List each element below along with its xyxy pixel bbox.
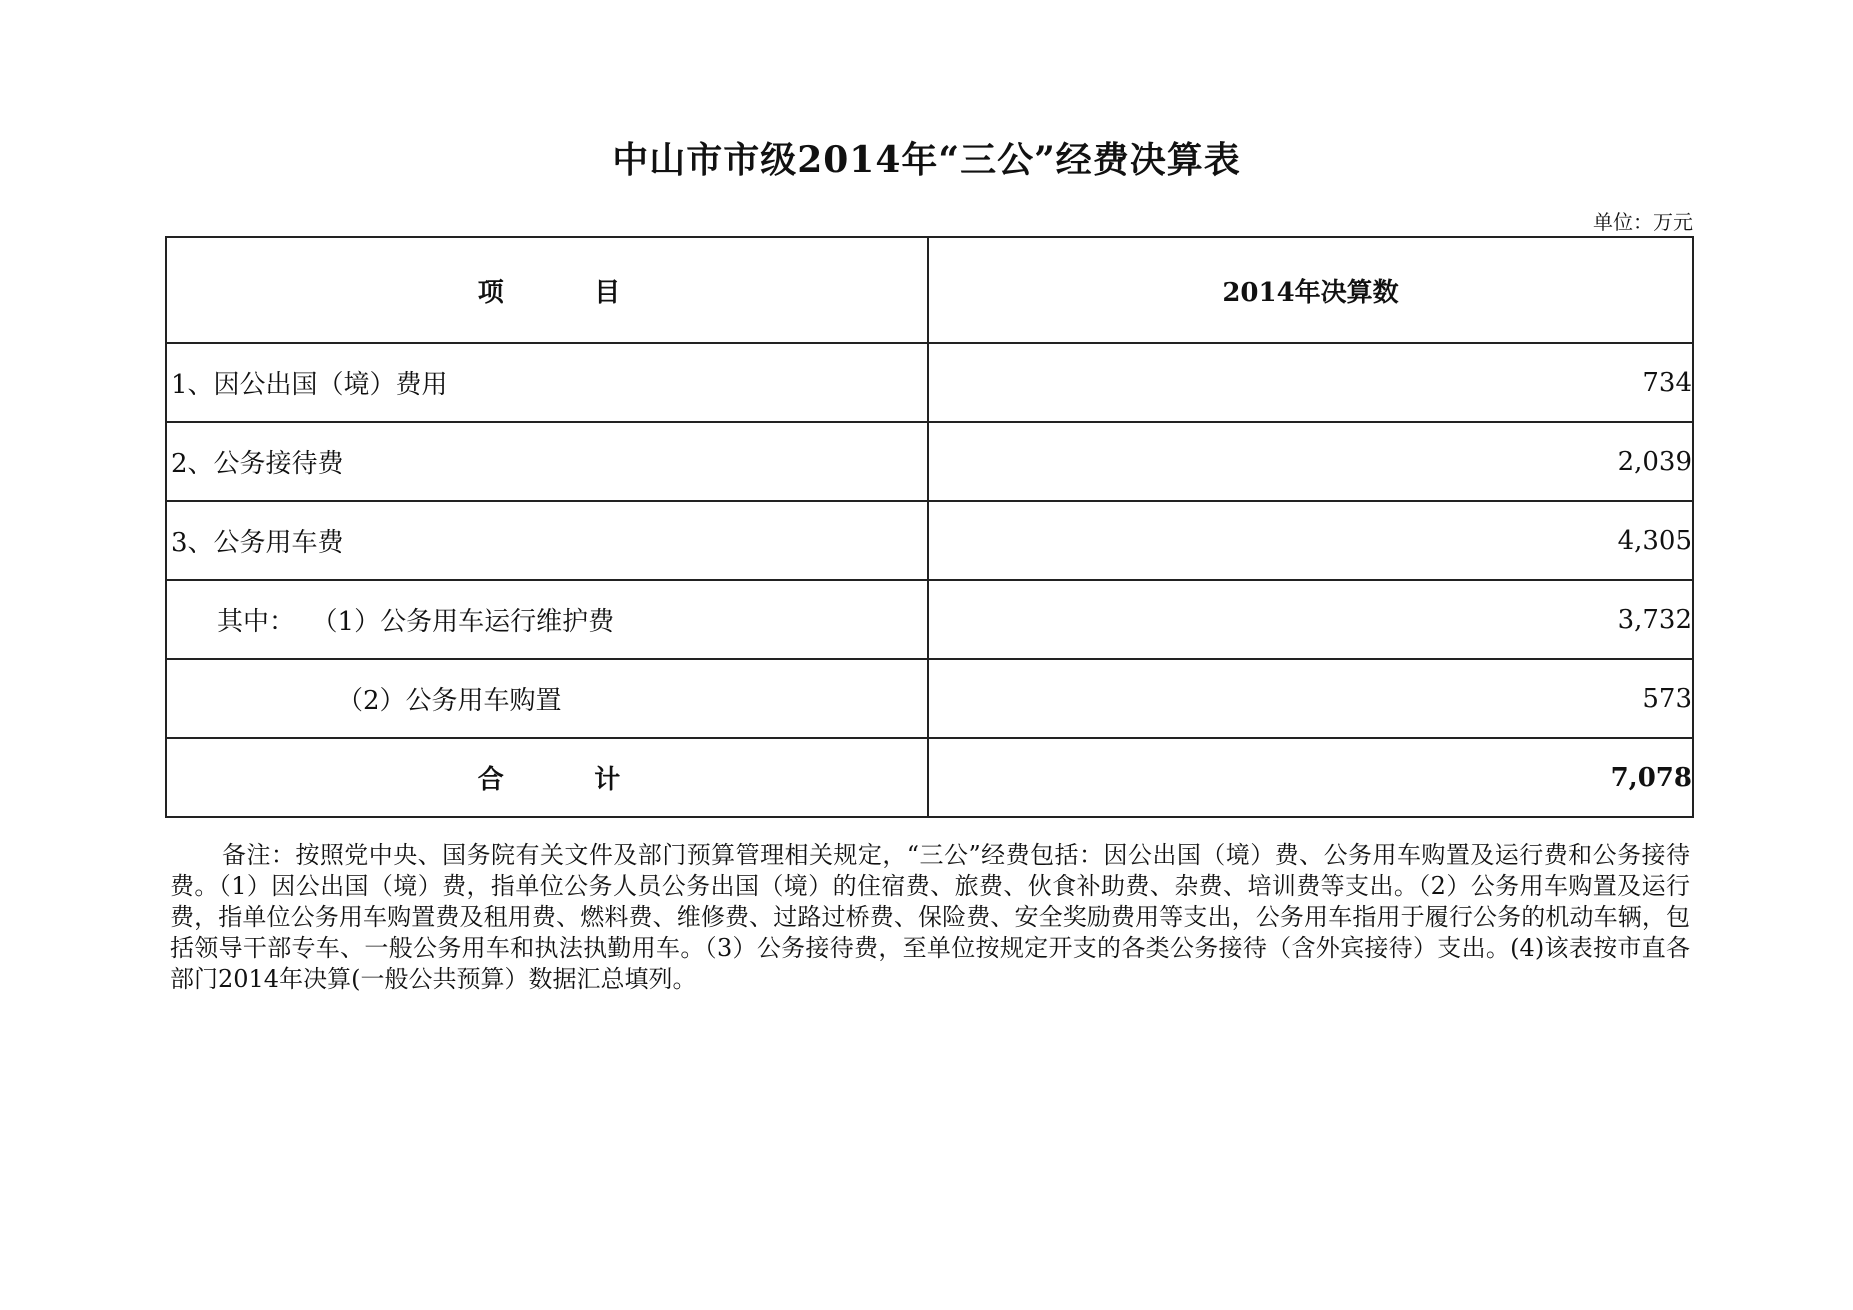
table-row	[166, 580, 1693, 659]
total-value: 7,078	[928, 738, 1693, 817]
row-label: 2、公务接待费	[166, 422, 928, 501]
table-row	[166, 501, 1693, 580]
row-value: 3,732	[928, 580, 1693, 659]
header-item: 项 目	[166, 237, 928, 343]
row-label: （2）公务用车购置	[166, 659, 928, 738]
row-label: 3、公务用车费	[166, 501, 928, 580]
table-row	[166, 422, 1693, 501]
expense-table	[165, 236, 1694, 818]
unit-label: 单位：万元	[1593, 210, 1693, 234]
row-label: 1、因公出国（境）费用	[166, 343, 928, 422]
total-row	[166, 738, 1693, 817]
header-amount: 2014年决算数	[928, 237, 1693, 343]
row-value: 4,305	[928, 501, 1693, 580]
footnote: 备注：按照党中央、国务院有关文件及部门预算管理相关规定，“三公”经费包括：因公出国（境）费、公务用车购置及运行费和公务接待费。（1）因公出国（境）费，指单位公务人员公务出国（境）的住宿费、旅费、伙食补助费、杂费、培训费等支出。（2）公务用车购置及运行费，指单位公务用车购置费及租用费、燃料费、维修费、过路过桥费、保险费、安全奖励费用等支出，公务用车指用于履行公务的机动车辆，包括领导干部专车、一般公务用车和执法执勤用车。（3）公务接待费，至单位按规定开支的各类公务接待（含外宾接待）支出。(4)该表按市直各部门2014年决算(一般公共预算）数据汇总填列。	[170, 841, 1690, 993]
row-label: 其中： （1）公务用车运行维护费	[166, 580, 928, 659]
row-value: 2,039	[928, 422, 1693, 501]
table-header-row	[166, 237, 1693, 343]
page-title: 中山市市级2014年“三公”经费决算表	[612, 139, 1241, 181]
table-row	[166, 343, 1693, 422]
total-label: 合 计	[166, 738, 928, 817]
table-row	[166, 659, 1693, 738]
row-value: 734	[928, 343, 1693, 422]
row-value: 573	[928, 659, 1693, 738]
